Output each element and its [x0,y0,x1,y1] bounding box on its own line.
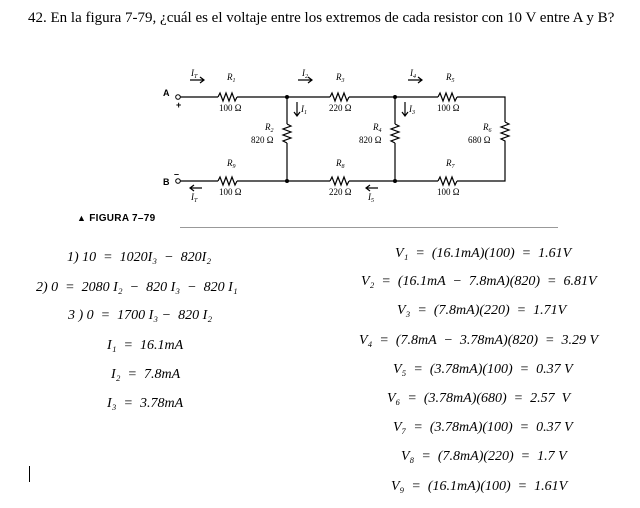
label-i4: $I_4$ [410,68,416,80]
label-r1: $R_1$ [227,72,236,84]
label-r4: $R_4$ [373,122,382,134]
label-i3: $I_3$ [409,104,415,116]
text-cursor [29,466,30,482]
arrow-it-bottom [190,185,202,191]
value-r6: 680 Ω [468,135,491,145]
arrow-i1 [294,102,300,116]
arrow-i5 [366,185,378,191]
wire-bottom-4 [457,148,505,181]
equation-left-4: I₁ = 16.1mA [107,338,184,353]
figure-divider [180,227,558,228]
equation-right-4: V₄ = (7.8mA − 3.78mA)(820) = 3.29 V [359,333,599,348]
value-r1: 100 Ω [219,103,242,113]
equation-left-5: I₂ = 7.8mA [111,367,181,382]
value-r4: 820 Ω [359,135,382,145]
value-r3: 220 Ω [329,103,352,113]
label-r5: $R_5$ [446,72,455,84]
resistor-r3-zigzag [330,93,349,101]
node-dot [393,179,397,183]
terminal-a [176,95,181,100]
label-i2: $I_2$ [302,68,308,80]
resistor-r8-zigzag [330,177,349,185]
terminal-b [176,179,181,184]
value-r8: 220 Ω [329,187,352,197]
label-r6: $R_6$ [483,122,492,134]
value-r9: 100 Ω [219,187,242,197]
label-i5: $I_5$ [368,192,374,204]
label-it-top: $I_T$ [191,68,198,80]
node-dot [285,179,289,183]
equation-left-2: 2) 0 = 2080 I₂ − 820 I₃ − 820 I₁ [36,280,238,295]
resistor-r9-zigzag [218,177,237,185]
label-r7: $R_7$ [446,158,455,170]
circuit-diagram [0,0,640,230]
node-label-minus: – [174,169,180,179]
resistor-r6-zigzag [501,122,509,148]
equation-right-6: V₆ = (3.78mA)(680) = 2.57 V [387,391,571,406]
label-r2: $R_2$ [265,122,274,134]
equation-right-7: V₇ = (3.78mA)(100) = 0.37 V [393,420,573,435]
resistor-r4-zigzag [391,124,399,143]
value-r5: 100 Ω [437,103,460,113]
node-label-a: A [163,88,170,98]
equation-left-3: 3 ) 0 = 1700 I₃ − 820 I₂ [68,308,213,323]
equation-right-3: V₃ = (7.8mA)(220) = 1.71V [397,303,567,318]
resistor-r2-zigzag [283,124,291,143]
equation-right-1: V₁ = (16.1mA)(100) = 1.61V [395,246,572,261]
equation-right-5: V₅ = (3.78mA)(100) = 0.37 V [393,362,573,377]
resistor-r7-zigzag [438,177,457,185]
node-dot [393,95,397,99]
node-label-b: B [163,177,170,187]
value-r7: 100 Ω [437,187,460,197]
wire-top-4 [457,97,505,122]
label-r9: $R_9$ [227,158,236,170]
resistor-r1-zigzag [218,93,237,101]
label-i1: $I_1$ [301,104,307,116]
figure-caption: ▲ FIGURA 7–79 [77,213,156,224]
equation-right-8: V₈ = (7.8mA)(220) = 1.7 V [401,449,567,464]
resistor-r5-zigzag [438,93,457,101]
label-it-bottom: $I_T$ [191,192,198,204]
label-r3: $R_3$ [336,72,345,84]
node-dot [285,95,289,99]
arrow-i3 [402,102,408,116]
label-r8: $R_8$ [336,158,345,170]
node-label-plus: + [176,100,182,110]
equation-left-1: 1) 10 = 1020I₃ − 820I₂ [67,250,212,265]
equation-left-6: I₃ = 3.78mA [107,396,184,411]
equation-right-2: V₂ = (16.1mA − 7.8mA)(820) = 6.81V [361,274,597,289]
question-text: 42. En la figura 7-79, ¿cuál es el voltaje entre los extremos de cada resistor con 10 V entre A y B? [28,10,615,26]
value-r2: 820 Ω [251,135,274,145]
equation-right-9: V₉ = (16.1mA)(100) = 1.61V [391,479,568,494]
